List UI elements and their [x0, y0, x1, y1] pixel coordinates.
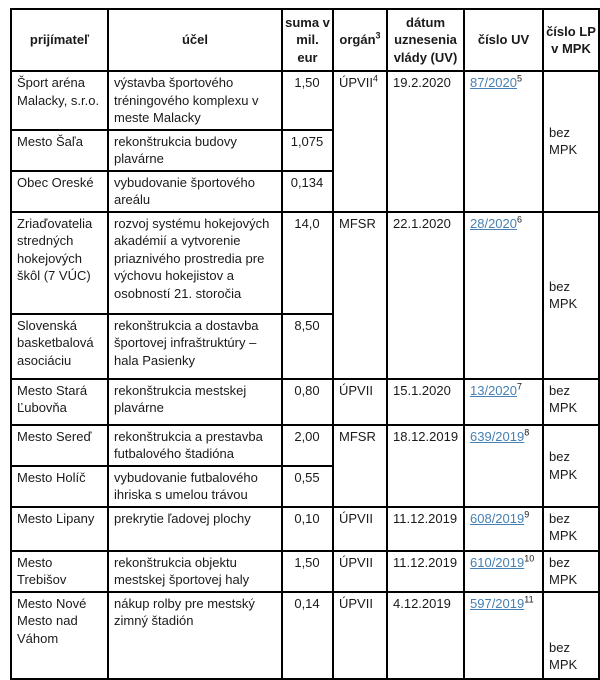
cell-ucel: rekonštrukcia objektu mestskej športovej haly — [108, 551, 282, 592]
cell-suma: 0,134 — [282, 171, 333, 212]
cell-datum: 19.2.2020 — [387, 71, 464, 212]
cell-cislo-uv — [464, 592, 543, 679]
cell-mpk: bez MPK — [543, 71, 599, 212]
table-row — [11, 592, 599, 679]
cell-ucel: nákup rolby pre mestský zimný štadión — [108, 592, 282, 679]
footnote-ref: 6 — [517, 214, 523, 225]
cell-ucel: rekonštrukcia budovy plavárne — [108, 130, 282, 171]
col-header-suma: suma v mil. eur — [282, 9, 333, 71]
uv-resolution-link[interactable]: 639/2019 — [470, 428, 525, 444]
cell-ucel: rekonštrukcia mestskej plavárne — [108, 379, 282, 425]
cell-ucel: vybudovanie futbalového ihriska s umelou trávou — [108, 466, 282, 507]
cell-datum: 22.1.2020 — [387, 212, 464, 379]
cell-prijimatel: Mesto Nové Mesto nad Váhom — [11, 592, 108, 679]
cell-ucel: výstavba športového tréningového komplexu v meste Malacky — [108, 71, 282, 130]
cell-datum: 18.12.2019 — [387, 425, 464, 507]
cell-datum: 11.12.2019 — [387, 507, 464, 551]
uv-resolution-link[interactable]: 608/2019 — [470, 510, 525, 526]
footnote-ref: 5 — [517, 73, 523, 84]
cell-mpk: bez MPK — [543, 379, 599, 425]
cell-ucel: prekrytie ľadovej plochy — [108, 507, 282, 551]
cell-prijimatel: Zriaďovatelia stredných hokejových škôl (7 VÚC) — [11, 212, 108, 314]
cell-mpk: bez MPK — [543, 551, 599, 592]
col-header-organ — [333, 9, 387, 71]
cell-organ: ÚPVII — [333, 592, 387, 679]
cell-cislo-uv — [464, 71, 543, 212]
footnote-ref: 4 — [372, 73, 378, 84]
cell-suma: 2,00 — [282, 425, 333, 466]
cell-cislo-uv — [464, 551, 543, 592]
cell-organ: ÚPVII — [333, 507, 387, 551]
cell-organ: ÚPVII — [333, 379, 387, 425]
cell-organ: ÚPVII — [333, 551, 387, 592]
table-row — [11, 379, 599, 425]
cell-suma: 1,075 — [282, 130, 333, 171]
cell-cislo-uv — [464, 425, 543, 507]
cell-organ — [333, 71, 387, 212]
cell-prijimatel: Mesto Sereď — [11, 425, 108, 466]
cell-ucel: vybudovanie športového areálu — [108, 171, 282, 212]
cell-ucel: rozvoj systému hokejových akadémií a vytvorenie priaznivého prostredia pre výchovu hokejistov a osobností 21. storočia — [108, 212, 282, 314]
cell-prijimatel: Mesto Šaľa — [11, 130, 108, 171]
col-header-ucel: účel — [108, 9, 282, 71]
header-row — [11, 9, 599, 71]
cell-suma: 0,10 — [282, 507, 333, 551]
table-row — [11, 425, 599, 466]
cell-suma: 1,50 — [282, 551, 333, 592]
col-header-prijimatel: prijímateľ — [11, 9, 108, 71]
cell-mpk: bez MPK — [543, 592, 599, 679]
organ-label: ÚPVII — [339, 75, 373, 90]
cell-prijimatel: Mesto Trebišov — [11, 551, 108, 592]
cell-datum: 4.12.2019 — [387, 592, 464, 679]
col-header-cislo-uv: číslo UV — [464, 9, 543, 71]
cell-organ: MFSR — [333, 212, 387, 379]
footnote-ref: 8 — [524, 427, 530, 438]
footnote-ref: 7 — [517, 381, 523, 392]
cell-prijimatel: Slovenská basketbalová asociáciu — [11, 314, 108, 379]
cell-prijimatel: Mesto Stará Ľubovňa — [11, 379, 108, 425]
cell-cislo-uv — [464, 507, 543, 551]
cell-prijimatel: Šport aréna Malacky, s.r.o. — [11, 71, 108, 130]
cell-datum: 15.1.2020 — [387, 379, 464, 425]
footnote-ref: 11 — [524, 594, 534, 605]
uv-resolution-link[interactable]: 610/2019 — [470, 554, 525, 570]
cell-suma: 0,80 — [282, 379, 333, 425]
cell-suma: 14,0 — [282, 212, 333, 314]
table-row — [11, 507, 599, 551]
grants-table — [10, 8, 600, 680]
cell-suma: 8,50 — [282, 314, 333, 379]
cell-cislo-uv — [464, 212, 543, 379]
col-header-organ-label: orgán — [339, 32, 376, 48]
col-header-cislo-lp: číslo LP v MPK — [543, 9, 599, 71]
cell-ucel: rekonštrukcia a dostavba športovej infraštruktúry – hala Pasienky — [108, 314, 282, 379]
cell-prijimatel: Obec Oreské — [11, 171, 108, 212]
cell-mpk: bez MPK — [543, 425, 599, 507]
uv-resolution-link[interactable]: 13/2020 — [470, 382, 517, 398]
uv-resolution-link[interactable]: 597/2019 — [470, 595, 525, 611]
cell-mpk: bez MPK — [543, 212, 599, 379]
col-header-datum: dátum uznesenia vlády (UV) — [387, 9, 464, 71]
cell-cislo-uv — [464, 379, 543, 425]
table-row — [11, 212, 599, 314]
cell-organ: MFSR — [333, 425, 387, 507]
footnote-ref: 3 — [375, 30, 381, 41]
footnote-ref: 10 — [524, 553, 535, 564]
cell-ucel: rekonštrukcia a prestavba futbalového štadióna — [108, 425, 282, 466]
cell-suma: 1,50 — [282, 71, 333, 130]
cell-suma: 0,14 — [282, 592, 333, 679]
cell-suma: 0,55 — [282, 466, 333, 507]
cell-prijimatel: Mesto Lipany — [11, 507, 108, 551]
cell-prijimatel: Mesto Holíč — [11, 466, 108, 507]
cell-mpk: bez MPK — [543, 507, 599, 551]
cell-datum: 11.12.2019 — [387, 551, 464, 592]
uv-resolution-link[interactable]: 28/2020 — [470, 215, 517, 231]
table-row — [11, 71, 599, 130]
uv-resolution-link[interactable]: 87/2020 — [470, 75, 517, 90]
footnote-ref: 9 — [524, 509, 530, 520]
table-row — [11, 551, 599, 592]
